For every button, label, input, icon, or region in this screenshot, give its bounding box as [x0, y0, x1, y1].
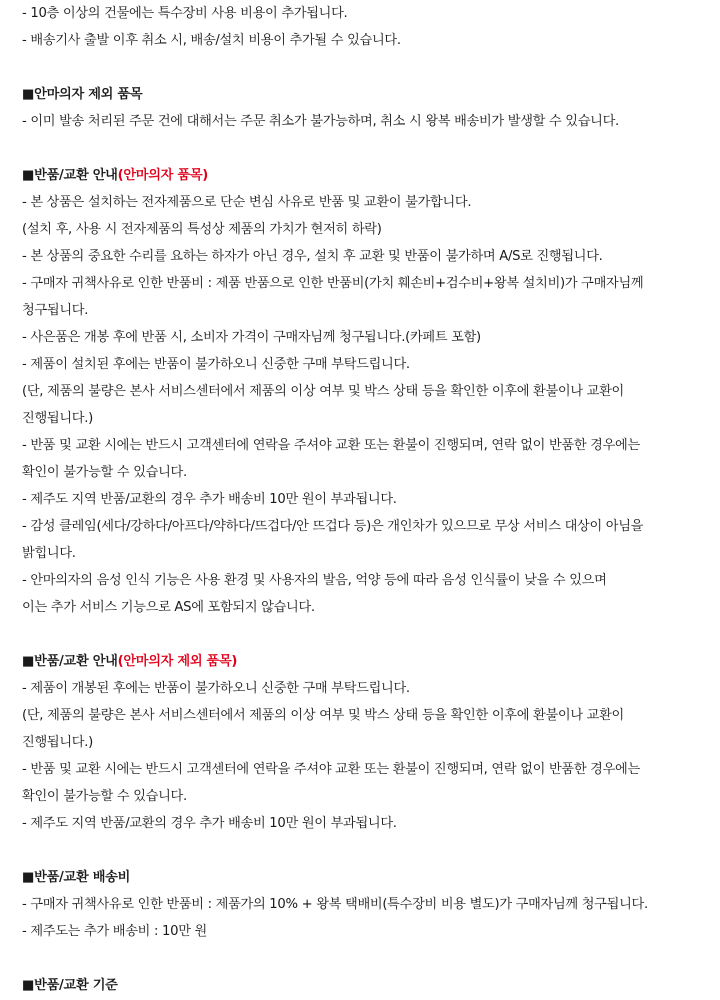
heading-text: ■반품/교환 안내	[22, 654, 118, 669]
policy-line: 확인이 불가능할 수 있습니다.	[22, 465, 187, 480]
policy-line: 확인이 불가능할 수 있습니다.	[22, 789, 187, 804]
policy-line: 진행됩니다.)	[22, 735, 93, 750]
policy-line: - 제품이 설치된 후에는 반품이 불가하오니 신중한 구매 부탁드립니다.	[22, 357, 410, 372]
policy-line: 이는 추가 서비스 기능으로 AS에 포함되지 않습니다.	[22, 600, 315, 615]
policy-line: - 제품이 개봉된 후에는 반품이 불가하오니 신중한 구매 부탁드립니다.	[22, 681, 410, 696]
policy-line: - 10층 이상의 건물에는 특수장비 사용 비용이 추가됩니다.	[22, 6, 348, 21]
section-spacer	[22, 54, 712, 81]
section-heading-cancel: ■안마의자 제외 품목	[22, 87, 143, 102]
policy-line: - 사은품은 개봉 후에 반품 시, 소비자 가격이 구매자님께 청구됩니다.(카페트 포함)	[22, 330, 481, 345]
policy-line: - 제주도 지역 반품/교환의 경우 추가 배송비 10만 원이 부과됩니다.	[22, 816, 397, 831]
policy-line: 진행됩니다.)	[22, 411, 93, 426]
section-spacer	[22, 621, 712, 648]
policy-line: (단, 제품의 불량은 본사 서비스센터에서 제품의 이상 여부 및 박스 상태 등을 확인한 이후에 환불이나 교환이	[22, 384, 624, 399]
policy-line: - 구매자 귀책사유로 인한 반품비 : 제품 반품으로 인한 반품비(가치 훼손비+검수비+왕복 설치비)가 구매자님께	[22, 276, 644, 291]
policy-line: - 제주도 지역 반품/교환의 경우 추가 배송비 10만 원이 부과됩니다.	[22, 492, 397, 507]
policy-line: - 반품 및 교환 시에는 반드시 고객센터에 연락을 주셔야 교환 또는 환불이 진행되며, 연락 없이 반품한 경우에는	[22, 438, 640, 453]
heading-highlight: (안마의자 제외 품목)	[117, 654, 238, 669]
policy-line: - 제주도는 추가 배송비 : 10만 원	[22, 924, 207, 939]
policy-line: - 구매자 귀책사유로 인한 반품비 : 제품가의 10% + 왕복 택배비(특수장비 비용 별도)가 구매자님께 청구됩니다.	[22, 897, 648, 912]
heading-highlight: (안마의자 품목)	[117, 168, 208, 183]
policy-line: - 감성 클레임(세다/강하다/아프다/약하다/뜨겁다/안 뜨겁다 등)은 개인차가 있으므로 무상 서비스 대상이 아님을	[22, 519, 644, 534]
section-spacer	[22, 837, 712, 864]
policy-line: (설치 후, 사용 시 전자제품의 특성상 제품의 가치가 현저히 하락)	[22, 222, 382, 237]
section-heading-fee: ■반품/교환 배송비	[22, 870, 131, 885]
section-heading-criteria: ■반품/교환 기준	[22, 978, 118, 993]
policy-line: 청구됩니다.	[22, 303, 89, 318]
policy-line: 밝힙니다.	[22, 546, 76, 561]
policy-line: (단, 제품의 불량은 본사 서비스센터에서 제품의 이상 여부 및 박스 상태 등을 확인한 이후에 환불이나 교환이	[22, 708, 624, 723]
section-spacer	[22, 135, 712, 162]
heading-text: ■반품/교환 안내	[22, 168, 118, 183]
section-heading-return-massage	[22, 162, 712, 189]
policy-line: - 반품 및 교환 시에는 반드시 고객센터에 연락을 주셔야 교환 또는 환불이 진행되며, 연락 없이 반품한 경우에는	[22, 762, 640, 777]
policy-line: - 본 상품은 설치하는 전자제품으로 단순 변심 사유로 반품 및 교환이 불가합니다.	[22, 195, 472, 210]
policy-document	[22, 0, 712, 999]
policy-line: - 안마의자의 음성 인식 기능은 사용 환경 및 사용자의 발음, 억양 등에 따라 음성 인식률이 낮을 수 있으며	[22, 573, 607, 588]
policy-line: - 본 상품의 중요한 수리를 요하는 하자가 아닌 경우, 설치 후 교환 및 반품이 불가하며 A/S로 진행됩니다.	[22, 249, 603, 264]
section-heading-return-other	[22, 648, 712, 675]
policy-line: - 배송기사 출발 이후 취소 시, 배송/설치 비용이 추가될 수 있습니다.	[22, 33, 401, 48]
policy-line: - 이미 발송 처리된 주문 건에 대해서는 주문 취소가 불가능하며, 취소 시 왕복 배송비가 발생할 수 있습니다.	[22, 114, 619, 129]
section-spacer	[22, 945, 712, 972]
